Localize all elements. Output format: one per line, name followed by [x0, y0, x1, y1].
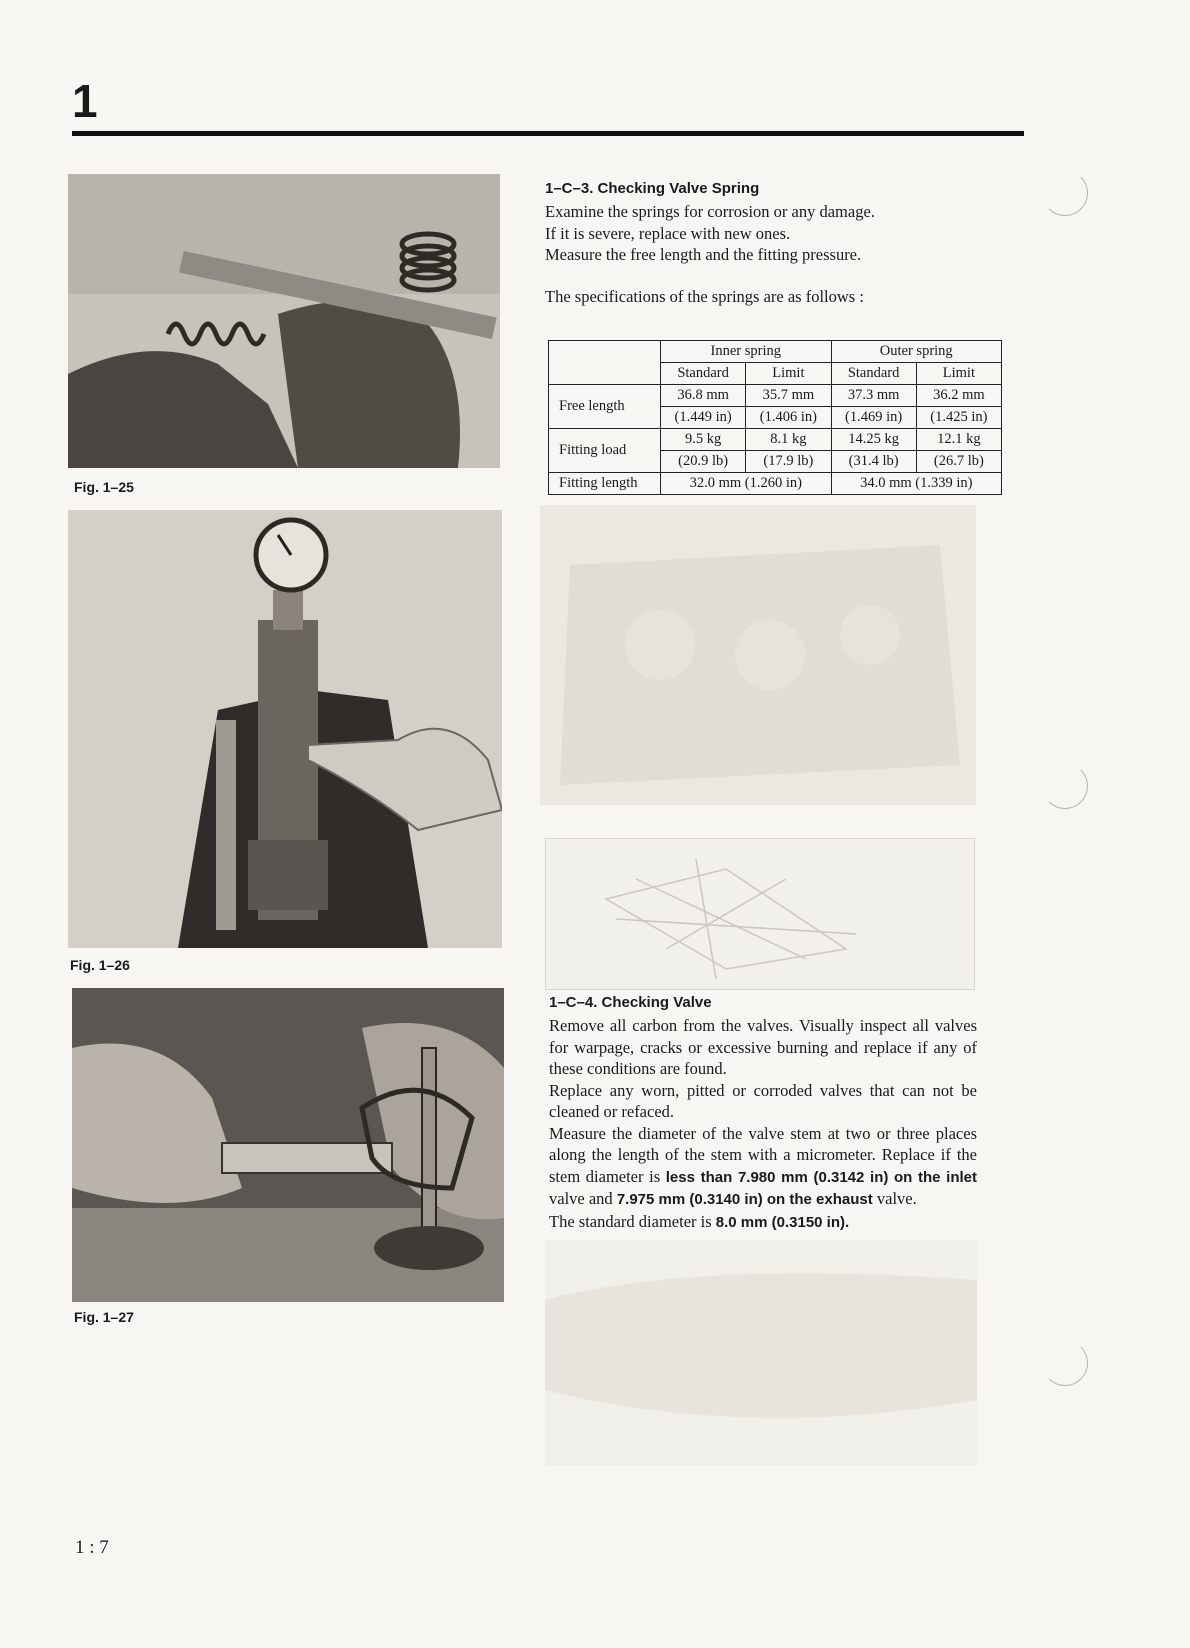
- fig-1-27-label: Fig. 1–27: [74, 1309, 134, 1325]
- faded-diagram: [545, 838, 975, 990]
- faded-cylinder-head-photo: [540, 505, 976, 805]
- table-group-inner: Inner spring: [661, 341, 832, 363]
- spring-spec-table: [548, 340, 1002, 495]
- table-cell: 32.0 mm (1.260 in): [661, 473, 832, 495]
- faded-bottom-photo: [545, 1240, 977, 1465]
- section-1c3-line-3: Measure the free length and the fitting pressure.: [545, 245, 862, 264]
- binder-hole: [1042, 763, 1088, 809]
- table-cell: 14.25 kg: [831, 429, 916, 451]
- binder-hole: [1042, 170, 1088, 216]
- section-1c4-p1: Remove all carbon from the valves. Visually inspect all valves for warpage, cracks or excessive burning and replace if any of these conditions are found.: [549, 1016, 977, 1078]
- table-group-outer: Outer spring: [831, 341, 1002, 363]
- fig-1-25-label: Fig. 1–25: [74, 479, 134, 495]
- fig-1-26-photo: [68, 510, 502, 948]
- table-cell: 37.3 mm: [831, 385, 916, 407]
- section-1c4-p3-b: less than 7.980 mm (0.3142 in) on the inlet: [665, 1168, 977, 1186]
- section-1c3-line-1: Examine the springs for corrosion or any damage.: [545, 202, 875, 221]
- chapter-number: 1: [72, 75, 98, 127]
- table-cell: (1.469 in): [831, 407, 916, 429]
- table-cell: 35.7 mm: [746, 385, 831, 407]
- row-label-fitting-load: Fitting load: [549, 429, 661, 473]
- table-cell: 8.1 kg: [746, 429, 831, 451]
- fig-1-26-label: Fig. 1–26: [70, 957, 130, 973]
- table-cell: (26.7 lb): [916, 451, 1001, 473]
- table-cell: (1.406 in): [746, 407, 831, 429]
- table-subheader: Limit: [916, 363, 1001, 385]
- section-1c4-p4-a: The standard diameter is: [549, 1211, 712, 1231]
- section-1c4: [549, 994, 977, 1233]
- section-1c4-p3-a: Measure the diameter of the valve stem at two or three places along the length of the stem with a micrometer. Replace if the stem diameter is: [549, 1123, 977, 1186]
- binder-hole: [1042, 1340, 1088, 1386]
- table-cell: (1.425 in): [916, 407, 1001, 429]
- fig-1-25-photo: [68, 174, 500, 468]
- table-subheader: Standard: [831, 363, 916, 385]
- table-cell: 9.5 kg: [661, 429, 746, 451]
- section-1c4-p4: [549, 1211, 977, 1234]
- table-subheader: Standard: [661, 363, 746, 385]
- section-1c3-heading: 1–C–3. Checking Valve Spring: [545, 180, 760, 197]
- section-1c3: [545, 180, 977, 307]
- table-cell: (31.4 lb): [831, 451, 916, 473]
- table-cell: (20.9 lb): [661, 451, 746, 473]
- section-1c3-intro: The specifications of the springs are as follows :: [545, 286, 864, 306]
- table-cell: (1.449 in): [661, 407, 746, 429]
- table-cell: 36.8 mm: [661, 385, 746, 407]
- fig-1-27-photo: [72, 988, 504, 1302]
- section-1c4-p3: [549, 1123, 977, 1211]
- section-1c3-line-2: If it is severe, replace with new ones.: [545, 223, 791, 243]
- section-1c4-p3-e: valve.: [876, 1189, 917, 1208]
- row-label-fitting-length: Fitting length: [549, 473, 661, 495]
- section-1c4-p2: Replace any worn, pitted or corroded valves that can not be cleaned or refaced.: [549, 1080, 977, 1121]
- table-cell: 12.1 kg: [916, 429, 1001, 451]
- page-number: 1 : 7: [75, 1537, 109, 1558]
- section-1c4-heading: 1–C–4. Checking Valve: [549, 994, 712, 1011]
- row-label-free-length: Free length: [549, 385, 661, 429]
- section-1c4-p3-c: valve and: [549, 1189, 613, 1208]
- header-rule: [72, 131, 1024, 136]
- section-1c4-p4-b: 8.0 mm (0.3150 in).: [715, 1213, 850, 1231]
- table-cell: 36.2 mm: [916, 385, 1001, 407]
- table-cell: (17.9 lb): [746, 451, 831, 473]
- table-cell: 34.0 mm (1.339 in): [831, 473, 1002, 495]
- section-1c4-p3-d: 7.975 mm (0.3140 in) on the exhaust: [616, 1191, 873, 1208]
- table-subheader: Limit: [746, 363, 831, 385]
